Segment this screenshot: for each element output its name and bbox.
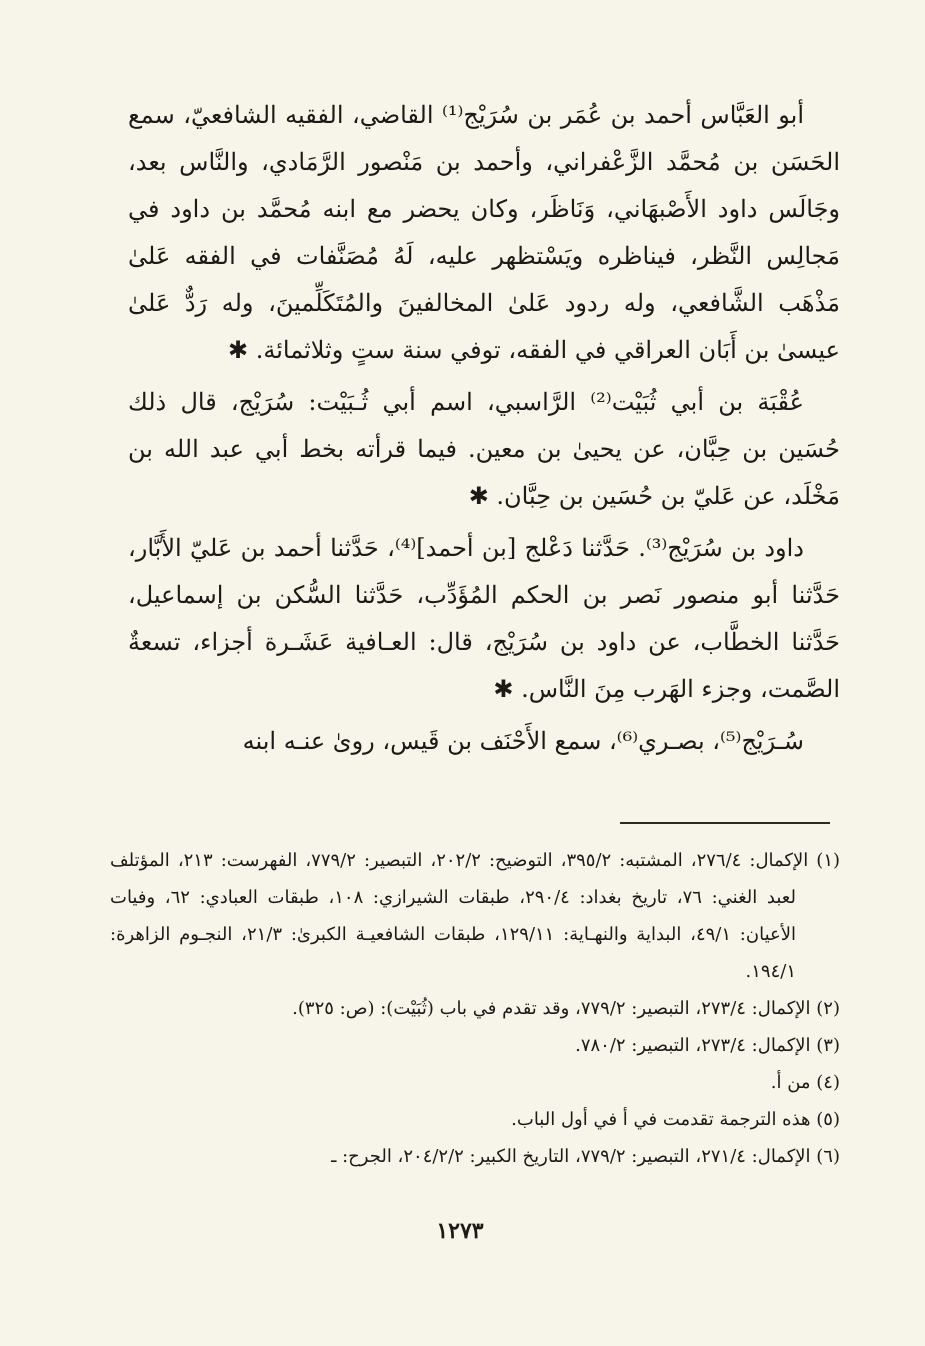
footnotes — [110, 842, 840, 1175]
entry-uqba: عُقْبَة بن أبي ثُبَيْت⁽²⁾ الرَّاسبي، اسم أبي ثُـبَيْت: سُرَيْج، قال ذلك حُسَين بن حِبَّان، عن يحيىٰ بن معين. فيما قرأته بخط أبي عبد الله بن مَخْلَد، عن عَليّ بن حُسَين بن حِبَّان. ✱ — [128, 388, 840, 510]
footnote-4: (٤) من أ. — [770, 1072, 840, 1093]
footnote-2: (٢) الإكمال: ٢٧٣/٤، التبصير: ٧٧٩/٢، وقد تقدم في باب (ثُبَيْت): (ص: ٣٢٥). — [292, 998, 840, 1019]
footnote-1: (١) الإكمال: ٢٧٦/٤، المشتبه: ٣٩٥/٢، التوضيح: ٢٠٢/٢، التبصير: ٧٧٩/٢، الفهرست: ٢١٣، المؤتلف لعبد الغني: ٧٦، تاريخ بغداد: ٢٩٠/٤، طبقات الشيرازي: ١٠٨، طبقات العبادي: ٦٢، وفيات الأعيان: ٤٩/١، البداية والنهـاية: ١٢٩/١١، طبقات الشافعيـة الكبرىٰ: ٢١/٣، النجـوم الزاهرة: ١٩٤/١. — [110, 850, 841, 982]
entry-ibn-suraij: أبو العَبَّاس أحمد بن عُمَر بن سُرَيْج⁽¹⁾ القاضي، الفقيه الشافعيّ، سمع الحَسَن بن مُحمَّد الزَّعْفراني، وأحمد بن مَنْصور الرَّمَادي، والنَّاس بعد، وجَالَس داود الأَصْبهَاني، وَنَاظَر، وكان يحضر مع ابنه مُحمَّد بن داود في مَجالِس النَّظر، فيناظره ويَسْتظهر عليه، لَهُ مُصَنَّفات في الفقه عَلىٰ مَذْهَب الشَّافعي، وله ردود عَلىٰ المخالفينَ والمُتَكَلِّمينَ، وله رَدٌّ عَلىٰ عيسىٰ بن أَبَان العراقي في الفقه، توفي سنة ستٍ وثلاثمائة. ✱ — [128, 101, 841, 364]
footnote-6: (٦) الإكمال: ٢٧١/٤، التبصير: ٧٧٩/٢، التاريخ الكبير: ٢٠٤/٢/٢، الجرح: ـ — [331, 1146, 840, 1167]
footnote-3: (٣) الإكمال: ٢٧٣/٤، التبصير: ٧٨٠/٢. — [575, 1035, 840, 1056]
entry-suraij-basri: سُـرَيْج⁽⁵⁾، بصـري⁽⁶⁾، سمع الأَحْنَف بن قَيس، روىٰ عنـه ابنه — [242, 727, 804, 755]
page-number: ١٢٧٣ — [436, 1218, 484, 1244]
footnote-divider — [620, 822, 830, 824]
footnote-5: (٥) هذه الترجمة تقدمت في أ في أول الباب. — [511, 1109, 840, 1130]
entry-dawud: داود بن سُرَيْج⁽³⁾. حَدَّثنا دَعْلج [بن أحمد]⁽⁴⁾، حَدَّثنا أحمد بن عَليّ الأَبَّار، حَدَّثنا أبو منصور نَصر بن الحكم المُؤَدِّب، حَدَّثنا السُّكن بن إسماعيل، حَدَّثنا الخطَّاب، عن داود بن سُرَيْج، قال: العـافية عَشَـرة أجزاء، تسعةٌ الصَّمت، وجزء الهَرب مِنَ النَّاس. ✱ — [128, 534, 840, 703]
main-text — [128, 92, 840, 770]
